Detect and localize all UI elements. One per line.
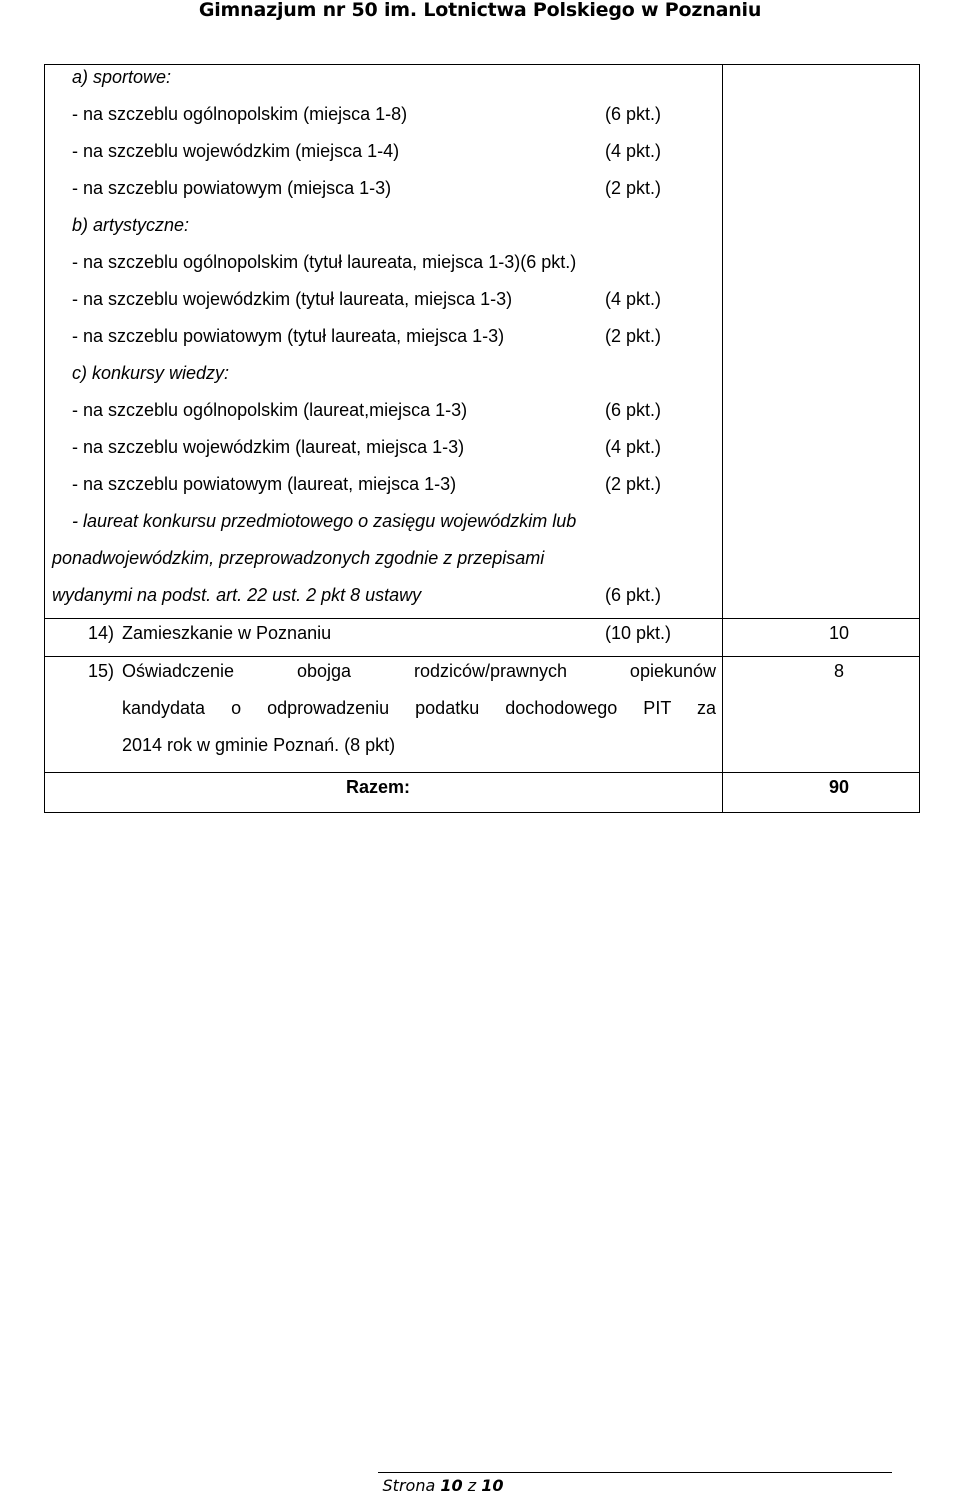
row-14-score: 10 (829, 623, 850, 643)
footer-prefix: Strona (382, 1476, 436, 1495)
row-divider-15 (44, 656, 920, 657)
list-item: - na szczeblu powiatowym (miejsca 1-3) (72, 178, 392, 198)
list-item-points: (6 pkt.) (605, 104, 662, 124)
footer-page: 10 (440, 1476, 463, 1495)
list-item-points: (6 pkt.) (605, 400, 662, 420)
list-item: - na szczeblu powiatowym (tytuł laureata, miejsca 1-3) (72, 326, 505, 346)
list-item-points: (4 pkt.) (605, 289, 662, 309)
laureat-line-2: ponadwojewódzkim, przeprowadzonych zgodnie z przepisami (52, 548, 545, 568)
row-14-text: Zamieszkanie w Poznaniu (122, 623, 332, 643)
row-14-number: 14) (88, 623, 115, 643)
section-c-heading: c) konkursy wiedzy: (72, 363, 230, 383)
row-divider-14 (44, 618, 920, 619)
list-item: - na szczeblu ogólnopolskim (laureat,miejsca 1-3) (72, 400, 468, 420)
list-item-points: (2 pkt.) (605, 326, 662, 346)
column-divider (722, 64, 723, 812)
row-divider-total (44, 772, 920, 773)
row-15-line-3: 2014 rok w gminie Poznań. (8 pkt) (122, 735, 396, 755)
list-item: - na szczeblu ogólnopolskim (miejsca 1-8) (72, 104, 408, 124)
list-item: - na szczeblu wojewódzkim (laureat, miejsca 1-3) (72, 437, 465, 457)
list-item-points: (2 pkt.) (605, 474, 662, 494)
laureat-points: (6 pkt.) (605, 585, 662, 605)
total-score: 90 (829, 777, 850, 797)
page-header: Gimnazjum nr 50 im. Lotnictwa Polskiego w Poznaniu (198, 0, 762, 21)
row-15-score: 8 (834, 661, 845, 681)
footer-total: 10 (481, 1476, 504, 1495)
laureat-line-1: - laureat konkursu przedmiotowego o zasięgu wojewódzkim lub (72, 511, 577, 531)
row-15-number: 15) (88, 661, 115, 681)
list-item: - na szczeblu wojewódzkim (miejsca 1-4) (72, 141, 400, 161)
total-label: Razem: (346, 777, 411, 797)
list-item: - na szczeblu ogólnopolskim (tytuł laureata, miejsca 1-3)(6 pkt.) (72, 252, 577, 272)
footer-divider (378, 1472, 892, 1473)
footer-sep: z (467, 1476, 477, 1495)
list-item-points: (4 pkt.) (605, 141, 662, 161)
laureat-line-3: wydanymi na podst. art. 22 ust. 2 pkt 8 ustawy (52, 585, 422, 605)
list-item-points: (2 pkt.) (605, 178, 662, 198)
row-15-line-1: Oświadczenie obojga rodziców/prawnych opiekunów (122, 661, 716, 681)
section-a-heading: a) sportowe: (72, 67, 172, 87)
page-footer (378, 1477, 508, 1495)
list-item: - na szczeblu powiatowym (laureat, miejsca 1-3) (72, 474, 457, 494)
list-item-points: (4 pkt.) (605, 437, 662, 457)
list-item: - na szczeblu wojewódzkim (tytuł laureata, miejsca 1-3) (72, 289, 513, 309)
row-14-points: (10 pkt.) (605, 623, 672, 643)
row-15-line-2: kandydata o odprowadzeniu podatku dochodowego PIT za (122, 698, 716, 718)
section-b-heading: b) artystyczne: (72, 215, 190, 235)
